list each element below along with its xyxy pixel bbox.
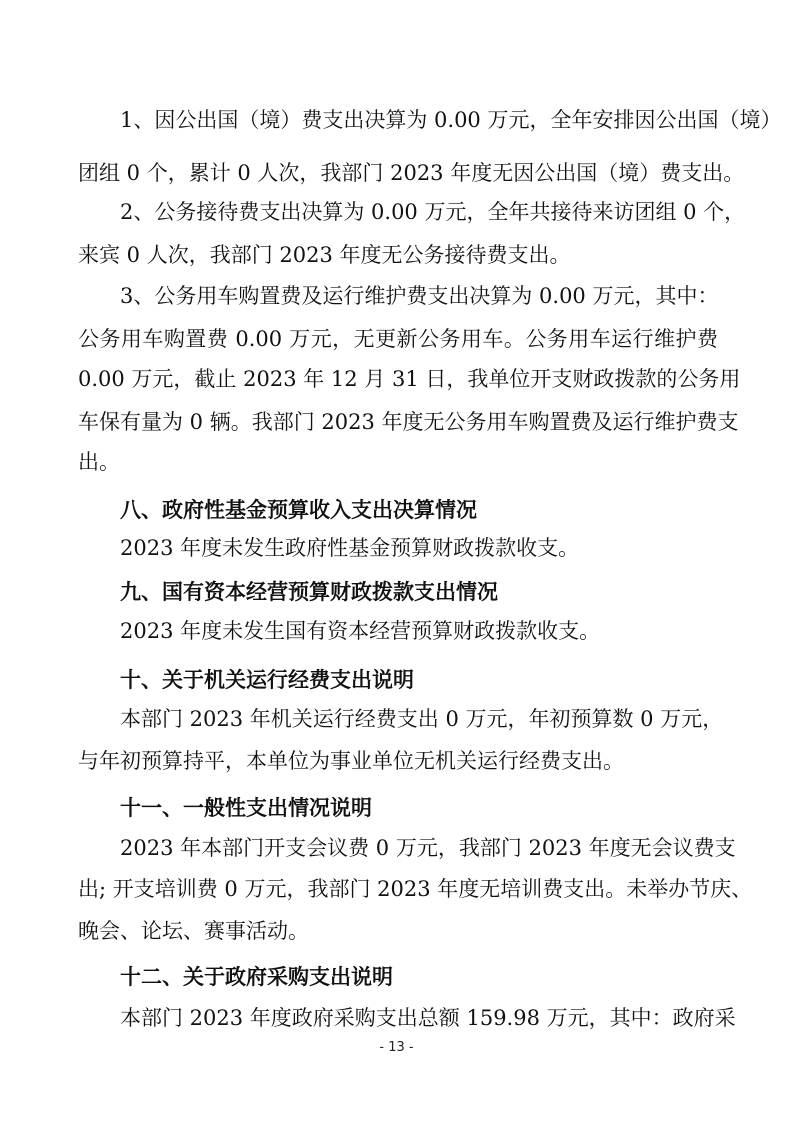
paragraph-line: 本部门 2023 年度政府采购支出总额 159.98 万元，其中：政府采 (120, 1006, 736, 1030)
paragraph-line: 1、因公出国（境）费支出决算为 0.00 万元，全年安排因公出国（境） (120, 108, 782, 132)
section-heading: 十一、一般性支出情况说明 (120, 796, 372, 820)
paragraph-line: 与年初预算持平，本单位为事业单位无机关运行经费支出。 (78, 749, 624, 773)
paragraph-line: 出。 (78, 450, 120, 474)
paragraph-line: 2023 年度未发生政府性基金预算财政拨款收支。 (120, 536, 580, 560)
paragraph-line: 车保有量为 0 辆。我部门 2023 年度无公务用车购置费及运行维护费支 (78, 410, 739, 434)
page-number: - 13 - (379, 1040, 414, 1055)
section-heading: 十二、关于政府采购支出说明 (120, 965, 393, 989)
section-heading: 八、政府性基金预算收入支出决算情况 (120, 498, 477, 522)
paragraph-line: 本部门 2023 年机关运行经费支出 0 万元，年初预算数 0 万元， (120, 707, 724, 731)
paragraph-line: 晚会、论坛、赛事活动。 (78, 919, 309, 943)
paragraph-line: 0.00 万元，截止 2023 年 12 月 31 日，我单位开支财政拨款的公务用 (78, 367, 741, 391)
paragraph-line: 团组 0 个，累计 0 人次，我部门 2023 年度无因公出国（境）费支出。 (78, 161, 745, 185)
paragraph-line: 2023 年度未发生国有资本经营预算财政拨款收支。 (120, 619, 601, 643)
paragraph-line: 出; 开支培训费 0 万元，我部门 2023 年度无培训费支出。未举办节庆、 (78, 877, 753, 901)
paragraph-line: 来宾 0 人次，我部门 2023 年度无公务接待费支出。 (78, 243, 571, 267)
section-heading: 十、关于机关运行经费支出说明 (120, 668, 414, 692)
paragraph-line: 2、公务接待费支出决算为 0.00 万元，全年共接待来访团组 0 个， (120, 200, 746, 224)
paragraph-line: 3、公务用车购置费及运行维护费支出决算为 0.00 万元，其中： (120, 284, 719, 308)
section-heading: 九、国有资本经营预算财政拨款支出情况 (120, 580, 498, 604)
paragraph-line: 公务用车购置费 0.00 万元，无更新公务用车。公务用车运行维护费 (78, 327, 718, 351)
paragraph-line: 2023 年本部门开支会议费 0 万元，我部门 2023 年度无会议费支 (120, 836, 736, 860)
